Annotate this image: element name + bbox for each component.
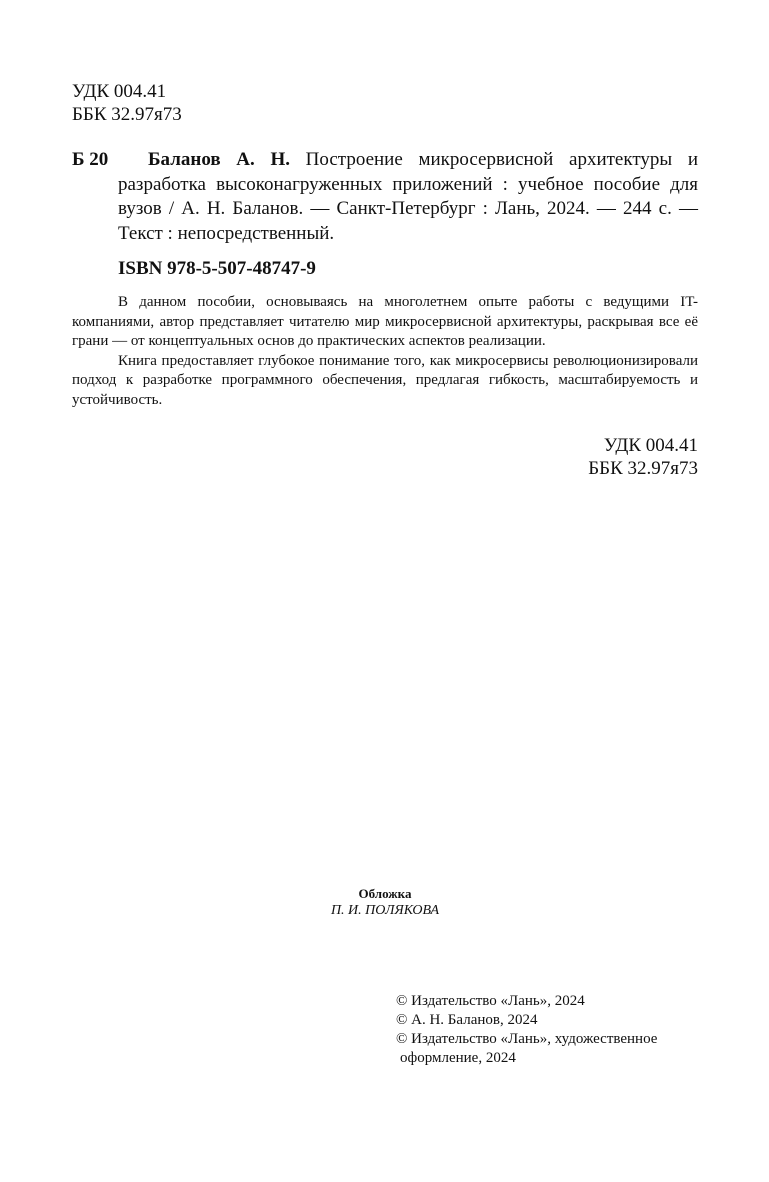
bbk-code-bottom: ББК 32.97я73 — [588, 458, 698, 479]
abstract-paragraph-2: Книга предоставляет глубокое понимание того, как микросервисы революционизировали подход к разработке программного обеспечения, предлагая гибкость, масштабируемость и устойчивость. — [72, 352, 698, 408]
copyright-line: © Издательство «Лань», художественное — [396, 1031, 658, 1047]
copyright-line: © А. Н. Баланов, 2024 — [396, 1012, 538, 1028]
bibliographic-description — [118, 148, 698, 246]
cover-designer-name: П. И. ПОЛЯКОВА — [330, 903, 440, 918]
copyright-block — [396, 992, 696, 1068]
copyright-line: оформление, 2024 — [400, 1050, 516, 1066]
copyright-line: © Издательство «Лань», 2024 — [396, 993, 585, 1009]
abstract-paragraph-1: В данном пособии, основываясь на многолетнем опыте работы с ведущими IT-компаниями, автор представляет читателю мир микросервисной архитектуры, раскрывая все её грани — от концептуальных основ до практических аспектов реализации. — [72, 294, 698, 349]
cover-credit-label: Обложка — [358, 886, 412, 901]
bbk-code: ББК 32.97я73 — [72, 104, 182, 125]
abstract — [72, 293, 698, 410]
isbn: ISBN 978-5-507-48747-9 — [118, 258, 316, 279]
udk-code-bottom: УДК 004.41 — [603, 435, 698, 456]
author-sign: Б 20 — [72, 149, 109, 170]
classification-bottom — [500, 434, 698, 480]
book-title-description: Построение микросервисной архитектуры и разработка высоконагруженных приложений : учебное пособие для вузов / А. Н. Баланов. — Санкт-Петербург : Лань, 2024. — 244 с. — Текст : непосредственный. — [118, 149, 699, 244]
author-name: Баланов А. Н. — [148, 149, 290, 170]
udk-code: УДК 004.41 — [72, 81, 167, 102]
classification-top — [72, 80, 182, 126]
